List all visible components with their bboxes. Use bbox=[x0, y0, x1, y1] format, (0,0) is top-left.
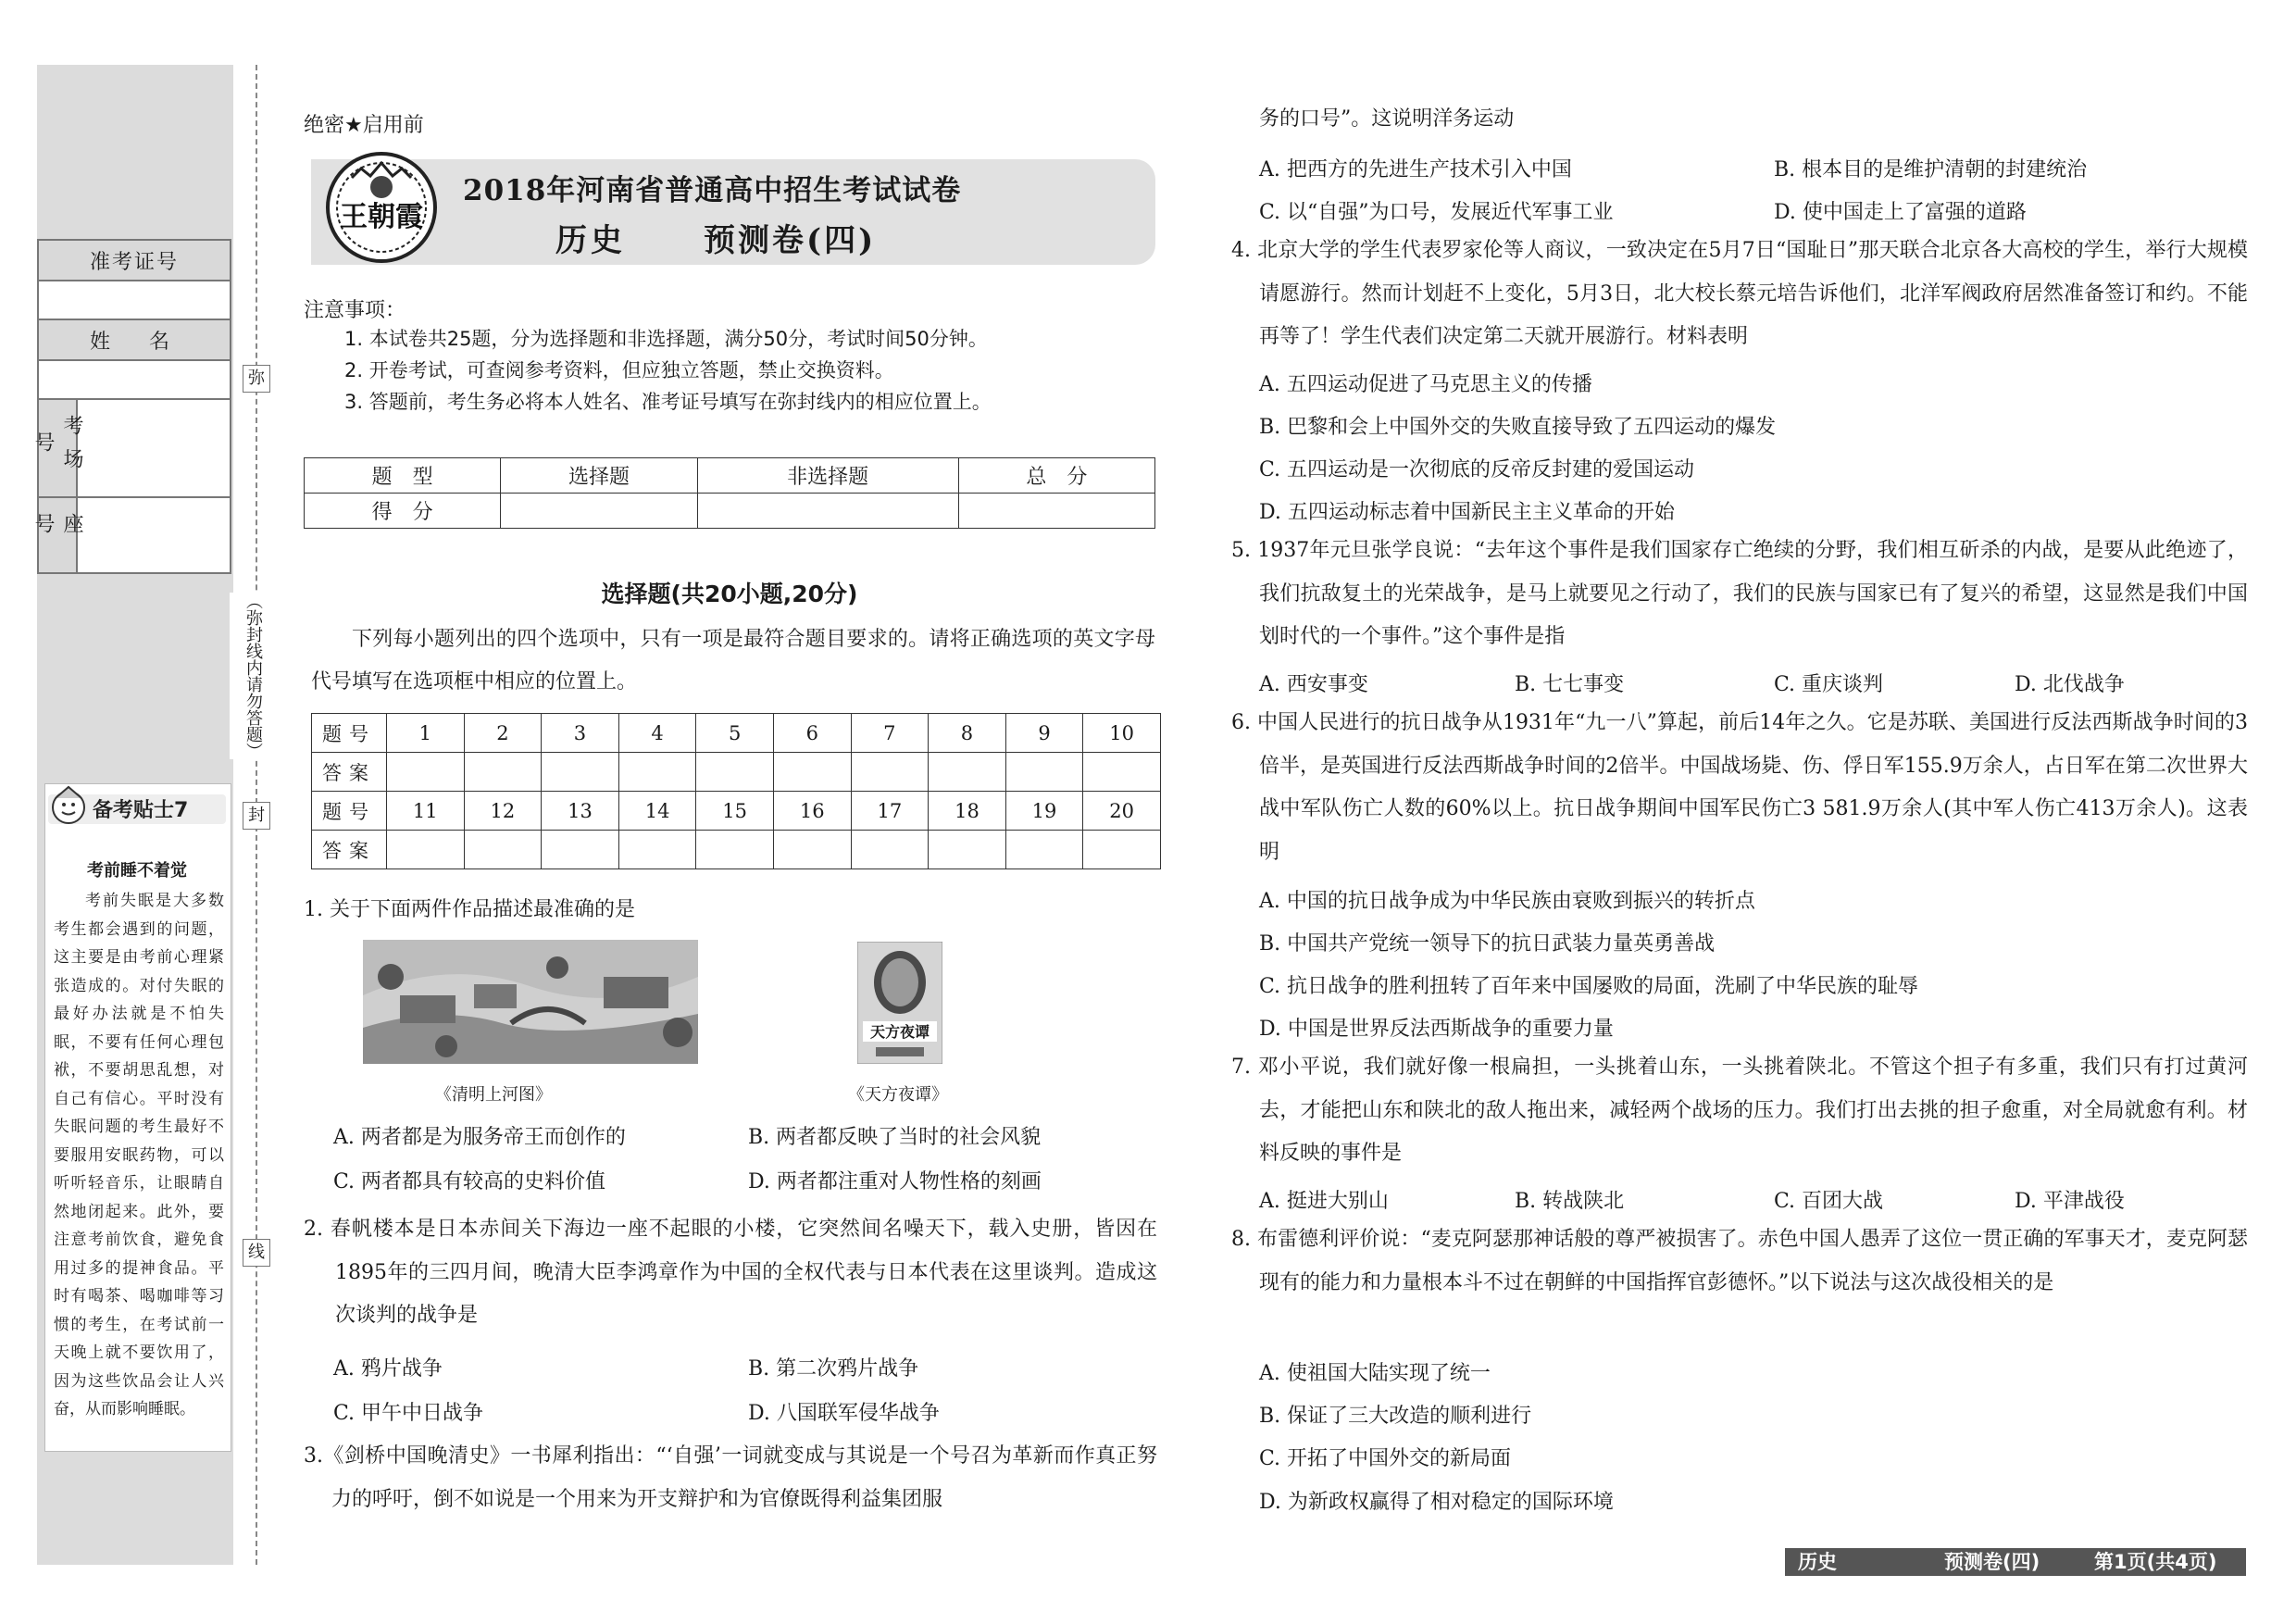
q3-stem-continued: 务的口号”。这说明洋务运动 bbox=[1259, 107, 1515, 131]
q2-option-c[interactable]: C. 甲午中日战争 bbox=[333, 1402, 484, 1425]
answer-cell-8[interactable] bbox=[929, 753, 1006, 792]
tip-banner-icon bbox=[48, 785, 226, 831]
q4-option-b[interactable]: B. 巴黎和会上中国外交的失败直接导致了五四运动的爆发 bbox=[1259, 416, 1777, 439]
name-field[interactable] bbox=[38, 360, 231, 399]
book-title-text: 天方夜谭 bbox=[869, 1023, 930, 1041]
q4-option-a[interactable]: A. 五四运动促进了马克思主义的传播 bbox=[1259, 373, 1592, 396]
question-number-cell: 14 bbox=[618, 792, 696, 831]
answer-cell-7[interactable] bbox=[851, 753, 929, 792]
q1-option-c[interactable]: C. 两者都具有较高的史料价值 bbox=[333, 1170, 606, 1193]
answer-grid-answer-label: 答案 bbox=[312, 753, 387, 792]
question-number-cell: 3 bbox=[542, 714, 619, 753]
q1-option-b[interactable]: B. 两者都反映了当时的社会风貌 bbox=[748, 1126, 1042, 1149]
answer-cell-5[interactable] bbox=[696, 753, 774, 792]
svg-text:备考贴士7: 备考贴士7 bbox=[93, 799, 189, 822]
footer-paper: 预测卷(四) bbox=[1944, 1551, 2040, 1573]
candidate-info-table bbox=[31, 239, 231, 574]
q6-option-a[interactable]: A. 中国的抗日战争成为中华民族由衰败到振兴的转折点 bbox=[1259, 890, 1755, 913]
answer-cell-14[interactable] bbox=[618, 831, 696, 869]
answer-cell-19[interactable] bbox=[1005, 831, 1083, 869]
question-number-cell: 8 bbox=[929, 714, 1006, 753]
answer-cell-10[interactable] bbox=[1083, 753, 1161, 792]
answer-grid-answer-label: 答案 bbox=[312, 831, 387, 869]
q5-option-b[interactable]: B. 七七事变 bbox=[1515, 673, 1625, 696]
footer-subject: 历史 bbox=[1798, 1551, 1837, 1573]
seat-label: 座号 bbox=[31, 513, 83, 557]
question-number-cell: 13 bbox=[542, 792, 619, 831]
room-field[interactable] bbox=[78, 400, 230, 496]
q4-stem: 4. 北京大学的学生代表罗家伦等人商议，一致决定在5月7日“国耻日”那天联合北京各大高校的学生，举行大规模请愿游行。然而计划赶不上变化，5月3日，北大校长蔡元培告诉他们，北洋军阀政府居然准备签订和约。不能再等了！学生代表们决定第二天就开展游行。材料表明 bbox=[1231, 239, 2248, 348]
q3-stem: 3.《剑桥中国晚清史》一书犀利指出：“‘自强’一词就变成与其说是一个号召为革新而作真正努力的呼吁，倒不如说是一个用来为开支辩护和为官僚既得利益集团服 bbox=[304, 1444, 1157, 1511]
answer-cell-18[interactable] bbox=[929, 831, 1006, 869]
seal-note: （弥封线内请勿答题） bbox=[230, 593, 263, 759]
notice-item-1: 1. 本试卷共25题，分为选择题和非选择题，满分50分，考试时间50分钟。 bbox=[344, 328, 988, 350]
q6-option-b[interactable]: B. 中国共产党统一领导下的抗日武装力量英勇善战 bbox=[1259, 932, 1716, 956]
score-cell-total bbox=[958, 494, 1154, 529]
answer-cell-13[interactable] bbox=[542, 831, 619, 869]
answer-cell-12[interactable] bbox=[464, 831, 542, 869]
question-number-cell: 9 bbox=[1005, 714, 1083, 753]
q1-option-a[interactable]: A. 两者都是为服务帝王而创作的 bbox=[333, 1126, 626, 1149]
question-number-cell: 17 bbox=[851, 792, 929, 831]
question-number-cell: 2 bbox=[464, 714, 542, 753]
tip-text: 考前失眠是大多数考生都会遇到的问题，这主要是由考前心理紧张造成的。对付失眠的最好办法就是不怕失眠，不要有任何心理包袱，不要胡思乱想，对自己有信心。平时没有失眠问题的考生最好不要服用安眠药物，可以听听轻音乐，让眼睛自然地闭起来。此外，要注意考前饮食，避免食用过多的提神食品。平时有喝茶、喝咖啡等习惯的考生，在考试前一天晚上就不要饮用了，因为这些饮品会让人兴奋，从而影响睡眠。 bbox=[54, 892, 224, 1418]
answer-cell-4[interactable] bbox=[618, 753, 696, 792]
question-number-cell: 19 bbox=[1005, 792, 1083, 831]
q5-option-a[interactable]: A. 西安事变 bbox=[1259, 673, 1368, 696]
answer-cell-15[interactable] bbox=[696, 831, 774, 869]
score-table bbox=[304, 457, 1155, 529]
q7-option-a[interactable]: A. 挺进大别山 bbox=[1259, 1190, 1389, 1213]
secret-mark: 绝密★启用前 bbox=[304, 114, 424, 137]
question-number-cell: 4 bbox=[618, 714, 696, 753]
answer-cell-1[interactable] bbox=[387, 753, 465, 792]
q8-stem: 8. 布雷德利评价说：“麦克阿瑟那神话般的尊严被损害了。赤色中国人愚弄了这位一贯正确的军事天才，麦克阿瑟现有的能力和力量根本斗不过在朝鲜的中国指挥官彭德怀。”以下说法与这次战役相关的是 bbox=[1231, 1228, 2248, 1294]
admission-number-field[interactable] bbox=[38, 281, 231, 319]
q7-option-b[interactable]: B. 转战陕北 bbox=[1515, 1190, 1625, 1213]
q3-option-a[interactable]: A. 把西方的先进生产技术引入中国 bbox=[1259, 158, 1572, 181]
score-cell-non-mc bbox=[697, 494, 958, 529]
subject-name: 历史 bbox=[555, 222, 626, 259]
room-label: 考场号 bbox=[31, 415, 83, 481]
answer-grid-qnum-label: 题号 bbox=[312, 792, 387, 831]
arabian-nights-book-image bbox=[857, 942, 942, 1064]
svg-text:王朝霞: 王朝霞 bbox=[340, 201, 423, 233]
notice-heading: 注意事项： bbox=[304, 299, 406, 322]
q6-option-d[interactable]: D. 中国是世界反法西斯战争的重要力量 bbox=[1259, 1018, 1614, 1041]
question-number-cell: 16 bbox=[773, 792, 851, 831]
q5-option-c[interactable]: C. 重庆谈判 bbox=[1774, 673, 1884, 696]
notice-item-2: 2. 开卷考试，可查阅参考资料，但应独立答题，禁止交换资料。 bbox=[344, 359, 894, 381]
seal-char-xian: 线 bbox=[243, 1239, 270, 1267]
question-number-cell: 18 bbox=[929, 792, 1006, 831]
q7-option-c[interactable]: C. 百团大战 bbox=[1774, 1190, 1884, 1213]
q1-caption-2: 《天方夜谭》 bbox=[848, 1085, 948, 1105]
notice-item-3: 3. 答题前，考生务必将本人姓名、准考证号填写在弥封线内的相应位置上。 bbox=[344, 391, 992, 413]
seal-char-feng: 封 bbox=[243, 802, 270, 830]
q8-option-a[interactable]: A. 使祖国大陆实现了统一 bbox=[1259, 1362, 1491, 1385]
question-number-cell: 7 bbox=[851, 714, 929, 753]
answer-cell-3[interactable] bbox=[542, 753, 619, 792]
page-footer bbox=[1785, 1548, 2246, 1576]
q1-option-d[interactable]: D. 两者都注重对人物性格的刻画 bbox=[748, 1170, 1042, 1193]
q1-stem: 1. 关于下面两件作品描述最准确的是 bbox=[304, 898, 635, 921]
answer-cell-17[interactable] bbox=[851, 831, 929, 869]
footer-page: 第1页(共4页) bbox=[2094, 1551, 2217, 1573]
question-number-cell: 5 bbox=[696, 714, 774, 753]
score-row-label: 得 分 bbox=[305, 494, 501, 529]
admission-number-label: 准考证号 bbox=[38, 240, 231, 281]
score-header-type: 题 型 bbox=[305, 458, 501, 494]
q7-stem: 7. 邓小平说，我们就好像一根扁担，一头挑着山东，一头挑着陕北。不管这个担子有多重，我们只有打过黄河去，才能把山东和陕北的敌人拖出来，减轻两个战场的压力。我们打出去挑的担子愈重，对全局就愈有利。材料反映的事件是 bbox=[1231, 1056, 2248, 1165]
question-number-cell: 12 bbox=[464, 792, 542, 831]
question-number-cell: 15 bbox=[696, 792, 774, 831]
question-number-cell: 1 bbox=[387, 714, 465, 753]
score-header-non-mc: 非选择题 bbox=[697, 458, 958, 494]
mc-section-title: 选择题(共20小题,20分) bbox=[601, 581, 858, 607]
answer-grid-qnum-label: 题号 bbox=[312, 714, 387, 753]
qingming-scroll-image bbox=[363, 940, 698, 1064]
q3-option-c[interactable]: C. 以“自强”为口号，发展近代军事工业 bbox=[1259, 201, 1614, 224]
score-header-total: 总 分 bbox=[958, 458, 1154, 494]
q4-option-d[interactable]: D. 五四运动标志着中国新民主主义革命的开始 bbox=[1259, 501, 1675, 524]
paper-name: 预测卷(四) bbox=[704, 222, 877, 259]
q8-option-c[interactable]: C. 开拓了中国外交的新局面 bbox=[1259, 1447, 1512, 1470]
answer-cell-20[interactable] bbox=[1083, 831, 1161, 869]
q7-option-d[interactable]: D. 平津战役 bbox=[2015, 1190, 2125, 1213]
answer-cell-6[interactable] bbox=[773, 753, 851, 792]
answer-cell-2[interactable] bbox=[464, 753, 542, 792]
answer-cell-9[interactable] bbox=[1005, 753, 1083, 792]
q2-stem: 2. 春帆楼本是日本赤间关下海边一座不起眼的小楼，它突然间名噪天下，载入史册，皆因在1895年的三四月间，晚清大臣李鸿章作为中国的全权代表与日本代表在这里谈判。造成这次谈判的战争是 bbox=[304, 1218, 1157, 1327]
exam-title: 2018年河南省普通高中招生考试试卷 bbox=[463, 174, 962, 207]
q8-option-d[interactable]: D. 为新政权赢得了相对稳定的国际环境 bbox=[1259, 1491, 1614, 1514]
answer-grid bbox=[311, 713, 1161, 869]
publisher-seal-logo bbox=[324, 150, 439, 265]
mc-instruction: 下列每小题列出的四个选项中，只有一项是最符合题目要求的。请将正确选项的英文字母代号填写在选项框中相应的位置上。 bbox=[311, 628, 1155, 694]
score-cell-mc bbox=[501, 494, 697, 529]
question-number-cell: 10 bbox=[1083, 714, 1161, 753]
name-label: 姓 名 bbox=[38, 319, 231, 360]
q6-stem: 6. 中国人民进行的抗日战争从1931年“九一八”算起，前后14年之久。它是苏联、美国进行反法西斯战争时间的3倍半，是英国进行反法西斯战争时间的2倍半。中国战场毙、伤、俘日军155.9万余人，占日军在第二次世界大战中军队伤亡人数的60%以上。抗日战争期间中国军民伤亡3 581.9万余人(其中军人伤亡413万余人)。这表明 bbox=[1231, 711, 2248, 864]
answer-cell-11[interactable] bbox=[387, 831, 465, 869]
seal-char-mi: 弥 bbox=[243, 365, 270, 393]
seat-field[interactable] bbox=[78, 498, 230, 572]
score-header-mc: 选择题 bbox=[501, 458, 697, 494]
question-number-cell: 6 bbox=[773, 714, 851, 753]
q3-option-b[interactable]: B. 根本目的是维护清朝的封建统治 bbox=[1774, 158, 2088, 181]
answer-cell-16[interactable] bbox=[773, 831, 851, 869]
q8-option-b[interactable]: B. 保证了三大改造的顺利进行 bbox=[1259, 1405, 1532, 1428]
question-number-cell: 20 bbox=[1083, 792, 1161, 831]
q1-caption-1: 《清明上河图》 bbox=[435, 1085, 552, 1105]
q5-option-d[interactable]: D. 北伐战争 bbox=[2015, 673, 2125, 696]
q2-option-a[interactable]: A. 鸦片战争 bbox=[333, 1357, 443, 1381]
q5-stem: 5. 1937年元旦张学良说：“去年这个事件是我们国家存亡绝续的分野，我们相互斫杀的内战，是要从此绝迹了，我们抗敌复土的光荣战争，是马上就要见之行动了，我们的民族与国家已有了复兴的希望，这显然是我们中国划时代的一个事件。”这个事件是指 bbox=[1231, 539, 2248, 648]
q3-option-d[interactable]: D. 使中国走上了富强的道路 bbox=[1774, 201, 2027, 224]
question-number-cell: 11 bbox=[387, 792, 465, 831]
q2-option-b[interactable]: B. 第二次鸦片战争 bbox=[748, 1357, 919, 1381]
tip-title: 考前睡不着觉 bbox=[87, 861, 187, 881]
q2-option-d[interactable]: D. 八国联军侵华战争 bbox=[748, 1402, 940, 1425]
q4-option-c[interactable]: C. 五四运动是一次彻底的反帝反封建的爱国运动 bbox=[1259, 458, 1695, 481]
q6-option-c[interactable]: C. 抗日战争的胜利扭转了百年来中国屡败的局面，洗刷了中华民族的耻辱 bbox=[1259, 975, 1919, 998]
